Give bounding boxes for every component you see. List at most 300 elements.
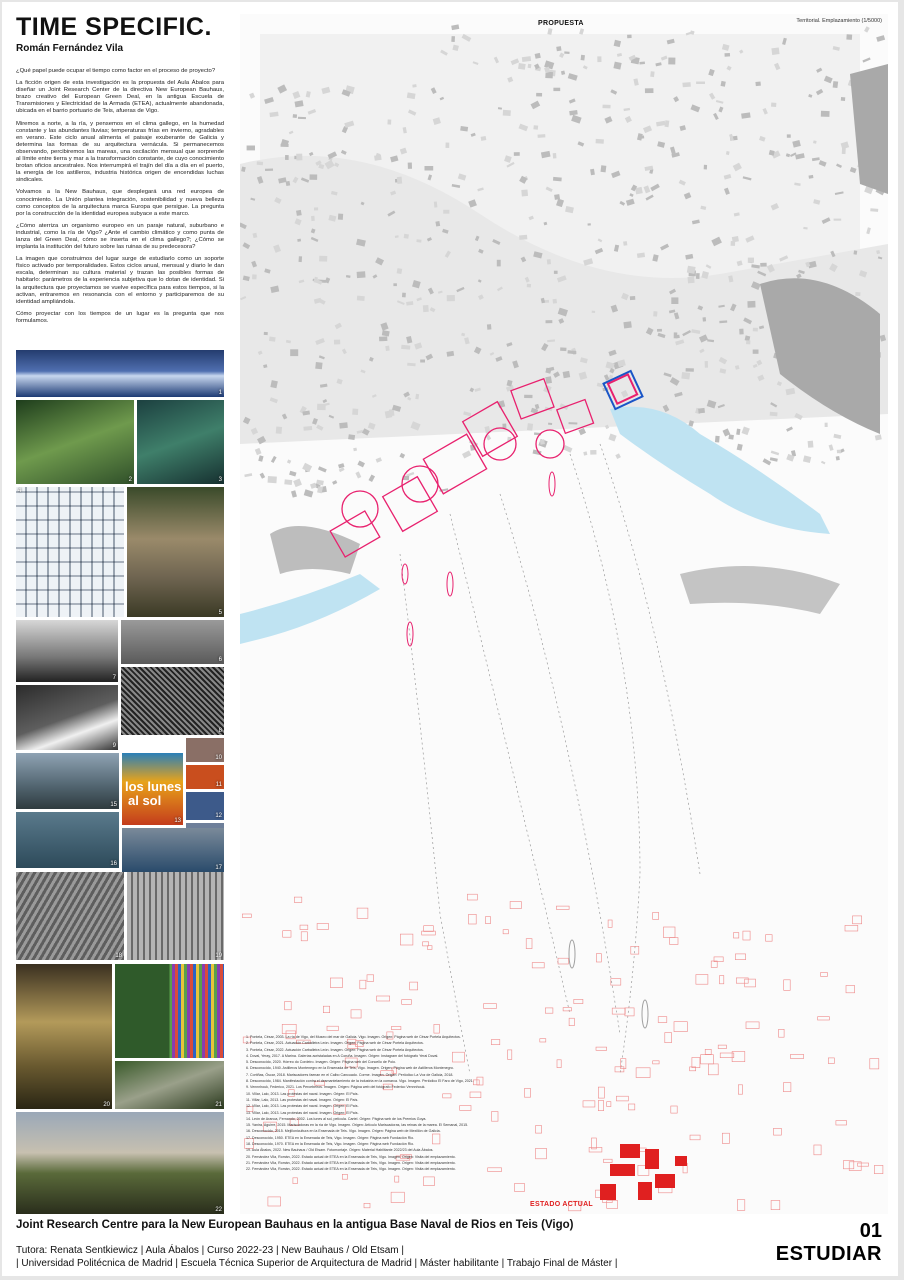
building-block <box>834 219 842 221</box>
building-block <box>264 332 268 335</box>
building-block <box>833 434 841 439</box>
building-block <box>671 297 678 304</box>
building-block <box>339 422 348 428</box>
building-block <box>536 93 542 97</box>
current-outline-block <box>653 913 659 920</box>
building-block <box>528 64 532 69</box>
sheet-number: 01 <box>859 1220 882 1242</box>
current-outline-block <box>300 925 308 929</box>
project-title: Joint Research Centre para la New European Bauhaus en la antigua Base Naval de Rios en Teis (Vigo) <box>16 1219 574 1231</box>
current-outline-block <box>705 1049 711 1054</box>
building-block <box>548 423 552 425</box>
building-block <box>870 208 878 212</box>
building-block <box>258 455 263 461</box>
building-block <box>623 321 631 328</box>
building-block <box>770 412 778 417</box>
building-block <box>698 408 705 413</box>
building-block <box>521 189 528 196</box>
current-outline-block <box>558 958 568 964</box>
building-block <box>317 404 326 410</box>
sheet-name: ESTUDIAR <box>775 1243 882 1265</box>
building-block <box>696 273 700 279</box>
building-block <box>821 111 830 117</box>
current-outline-block <box>814 1145 821 1155</box>
building-block <box>376 457 382 463</box>
photo-12: 12 <box>186 792 224 820</box>
building-block <box>357 271 366 278</box>
building-block <box>563 371 571 378</box>
building-block <box>674 332 678 338</box>
current-outline-block <box>611 979 621 985</box>
current-outline-block <box>510 902 521 909</box>
current-outline-block <box>658 1188 672 1193</box>
photo-18: 18 <box>16 872 124 960</box>
building-block <box>725 53 731 57</box>
photo-16: 16 <box>16 812 119 868</box>
building-block <box>338 463 345 468</box>
current-outline-block <box>360 980 366 989</box>
estuary-water-west <box>240 574 380 644</box>
building-block <box>260 473 266 479</box>
boat-routes <box>400 444 700 1074</box>
building-block <box>311 216 315 221</box>
building-block <box>447 295 455 301</box>
current-outline-block <box>410 982 418 990</box>
building-block <box>623 241 627 246</box>
intro-text <box>16 68 224 325</box>
photo-7: 7 <box>16 620 118 682</box>
current-outline-block <box>874 1165 883 1173</box>
current-outline-block <box>658 1017 667 1023</box>
building-block <box>416 239 421 242</box>
current-outline-block <box>746 1022 759 1029</box>
building-block <box>668 58 675 65</box>
building-block <box>688 277 695 284</box>
photo-11: 11 <box>186 765 224 789</box>
photo-17: 17 <box>122 828 224 872</box>
building-block <box>355 471 361 478</box>
building-block <box>353 448 357 452</box>
building-block <box>547 28 552 35</box>
building-block <box>786 427 793 432</box>
building-block <box>581 55 585 61</box>
current-outline-block <box>351 1010 361 1018</box>
building-block <box>588 223 591 225</box>
current-outline-block <box>718 1045 726 1049</box>
building-block <box>597 56 601 62</box>
building-block <box>553 177 562 182</box>
building-block <box>374 155 382 161</box>
building-block <box>357 296 365 301</box>
current-outline-block <box>784 980 791 991</box>
building-block <box>841 97 845 101</box>
building-block <box>524 395 532 398</box>
building-block <box>291 490 297 497</box>
building-block <box>556 46 561 51</box>
building-block <box>434 201 438 207</box>
building-block <box>592 311 596 313</box>
proposal-label: PROPUESTA <box>538 20 584 27</box>
paragraph-2: La ficción origen de esta investigación es la propuesta del Aula Ábalos para diseñar un Joint Research Center de la directiva New European Bauhaus, brazo creativo del European Green Deal, en la antigua Escuela de Transmisiones y Electricidad de la Armada (ETEA), actualmente abandonada, ubicada en el barrio portuario de Teis, afueras de Vigo. <box>16 80 224 115</box>
building-block <box>696 82 705 85</box>
building-block <box>502 424 506 429</box>
building-block <box>420 360 425 363</box>
building-block <box>615 453 621 459</box>
building-block <box>387 119 391 124</box>
building-block <box>298 117 306 119</box>
building-block <box>397 177 402 184</box>
building-block <box>290 349 298 356</box>
building-block <box>287 459 291 463</box>
building-block <box>547 259 551 264</box>
reference-item: 1. Pontela, César, 2003. La ría de Vigo, del Museo del mar de Galicia. Vigo. Imagen. Origen: Página web de César Portela Arquitectos. <box>246 1035 461 1039</box>
current-outline-block <box>845 925 858 931</box>
building-block <box>338 214 343 220</box>
reference-item: 12. Villar, Lalo, 2013. Las protestas del naval. Imagen. Origen: El País. <box>246 1104 359 1109</box>
reference-item: 2. Pontela, César, 2021. Actuación Carballeira León. Imagen. Origen: Página web de César Portela Arquitectos. <box>246 1041 424 1046</box>
building-block <box>397 268 403 274</box>
building-block <box>715 436 720 443</box>
building-block <box>423 305 429 312</box>
building-block <box>310 483 317 489</box>
building-block <box>836 456 840 460</box>
building-block <box>271 456 277 463</box>
building-block <box>553 153 557 159</box>
author-name: Román Fernández Vila <box>16 43 124 54</box>
building-block <box>553 299 558 304</box>
building-block <box>875 434 882 440</box>
reference-item: 17. Desconocido, 1950. ETEA en la Ensenada de Teis, Vigo. Imagen. Origen: Página web Fundación Rio. <box>246 1135 415 1140</box>
building-block <box>771 451 779 456</box>
paragraph-7: Cómo proyectar con los tiempos de un lugar es la pregunta que nos formulamos. <box>16 310 224 324</box>
current-outline-block <box>484 1004 497 1009</box>
current-outline-block <box>485 917 490 924</box>
reference-item: 3. Pontela, César, 2022. Actuación Carballeira León. Imagen. Origen: Página web de César Portela Arquitectos. <box>246 1047 424 1052</box>
current-outline-block <box>690 1135 700 1140</box>
current-outline-block <box>469 914 477 924</box>
building-block <box>770 457 778 462</box>
building-block <box>443 210 449 214</box>
building-block <box>357 461 365 468</box>
paragraph-6: La imagen que construimos del lugar surge de estudiarlo como un soporte físico activado por temporalidades. Estos ciclos anual, mensual y diario le dan escala, determinan su cultura material y trazan las posibles formas de habitarlo: parámetros de la experiencia subjetiva que lo dotan de identidad. Si la arquitectura que proyectamos se vuelve específica para estos tiempos, si la activan, entraremos en resonancia con el entorno y participaremos de su identidad ampliándola. <box>16 256 224 305</box>
photo-2: 2 <box>16 400 134 484</box>
building-block <box>737 444 743 451</box>
current-outline-block <box>330 978 342 988</box>
building-block <box>527 284 531 288</box>
building-block <box>596 139 604 144</box>
building-block <box>837 450 841 454</box>
current-outline-block <box>720 976 724 984</box>
building-block <box>519 235 527 240</box>
current-outline-block <box>818 1017 830 1020</box>
building-block <box>705 361 708 368</box>
building-block <box>546 320 553 323</box>
current-outline-block <box>670 938 678 945</box>
current-outline-block <box>545 1008 553 1013</box>
building-block <box>760 263 767 267</box>
building-block <box>462 450 471 458</box>
building-block <box>739 329 743 335</box>
reference-item: 10. Villar, Lalo, 2013. Las protestas del naval. Imagen. Origen: El País. <box>246 1091 359 1096</box>
building-block <box>303 426 312 431</box>
building-block <box>318 466 327 472</box>
building-block <box>379 336 387 341</box>
building-block <box>630 296 636 300</box>
building-block <box>314 207 318 210</box>
boats <box>402 472 555 646</box>
building-block <box>302 463 312 472</box>
current-outline-block <box>836 1121 847 1125</box>
current-outline-block <box>569 1018 574 1025</box>
photo-8: 8 <box>121 667 224 735</box>
building-block <box>334 340 340 345</box>
current-outline-block <box>526 939 532 949</box>
building-block <box>602 105 610 109</box>
current-outline-block <box>696 975 708 985</box>
building-block <box>310 174 318 179</box>
current-outline-block <box>738 1085 742 1094</box>
reference-item: 22. Fernández Vila, Román, 2022. Estado actual de ETEA en la Ensenada de Teis, Vigo. Imagen. Origen: Visita del emplazamiento. <box>246 1167 456 1172</box>
poster-line-1: los lunes <box>125 779 182 794</box>
current-outline-block <box>532 963 544 968</box>
building-block <box>746 340 750 344</box>
building-block <box>451 24 459 30</box>
current-outline-block <box>720 1053 734 1058</box>
current-outline-block <box>424 926 434 932</box>
current-outline-block <box>735 954 745 960</box>
building-block <box>638 136 644 139</box>
current-outline-block <box>737 1200 745 1211</box>
current-outline-block <box>364 1203 370 1208</box>
photo-10: 10 <box>186 738 224 762</box>
building-block <box>862 57 870 62</box>
current-outline-block <box>323 1006 329 1013</box>
current-outline-block <box>423 942 429 946</box>
building-block <box>269 337 276 342</box>
building-block <box>252 274 257 279</box>
building-block <box>755 81 761 86</box>
building-block <box>451 36 455 42</box>
current-outline-block <box>779 1029 785 1037</box>
photo-9: 9 <box>16 685 118 750</box>
building-block <box>846 34 852 40</box>
reference-item: 19. Aula Ábalos, 2022. New Bauhaus / Old Etsam. Fotomontaje. Origen: Material Habilitante 2022/23 del Aula Ábalos. <box>246 1148 434 1153</box>
building-block <box>533 125 538 130</box>
current-outline-block <box>285 1002 292 1010</box>
current-outline-block <box>242 914 251 918</box>
building-block <box>753 328 758 332</box>
current-outline-block <box>467 894 477 900</box>
building-block <box>514 152 520 156</box>
building-block <box>601 165 607 172</box>
current-outline-block <box>625 1008 634 1016</box>
building-block <box>645 88 654 93</box>
building-block <box>348 434 355 440</box>
building-block <box>446 143 450 148</box>
building-block <box>825 423 828 427</box>
current-outline-block <box>771 1201 780 1210</box>
current-outline-block <box>427 946 432 950</box>
photo-19: 19 <box>127 872 224 960</box>
reference-item: 6. Desconocido, 1940. Astilleros Montenegro en la Ensenada de Teis, Vigo. Imagen. Origen: Página web de Astilleros Montenegro. <box>246 1066 454 1071</box>
current-outline-block <box>283 931 291 938</box>
current-outline-block <box>357 908 368 918</box>
current-outline-block <box>774 1128 782 1135</box>
reference-item: 15. Yanira, Aguirre, 2015. Mariscadoras en la ría de Vigo. Imagen. Origen: Artículo Mariscadoras, las reinas de la marea. El Semanal, 2015. <box>246 1123 469 1128</box>
building-block <box>487 324 492 330</box>
current-outline-block <box>671 1106 677 1113</box>
reference-item: 21. Fernández Vila, Román, 2022. Estado actual de ETEA en la Ensenada de Teis, Vigo. Imagen. Origen: Visita del emplazamiento. <box>246 1160 456 1165</box>
reference-item: 7. Cortiñas, Óscar, 2018. Mariscadores faenan en el Calbo Cancuado. Corme. Imagen. Origen: Periódico La Voz de Galicia, 2018. <box>246 1072 454 1077</box>
building-block <box>399 453 405 459</box>
reference-item: 18. Desconocido, 1970. ETEA en la Ensenada de Teis, Vigo. Imagen. Origen: Página web Fundación Rio. <box>246 1142 415 1147</box>
site-map <box>240 14 888 1214</box>
building-block <box>304 489 314 497</box>
building-block <box>653 311 657 317</box>
building-block <box>704 165 707 170</box>
building-block <box>613 62 621 70</box>
current-outline-block <box>400 934 413 945</box>
reference-item: 13. Villar, Lalo, 2013. Las protestas del naval. Imagen. Origen: El País. <box>246 1110 359 1115</box>
building-block <box>296 154 302 161</box>
building-block <box>703 317 707 321</box>
building-block <box>255 448 262 455</box>
building-block <box>545 376 552 383</box>
current-outline-block <box>556 906 569 909</box>
building-block <box>315 362 322 369</box>
image-references <box>246 1034 666 1173</box>
reference-item: 4. Doval, Yeray, 2017. A Marina. Galerías acristaladas en A Coruña. Imagen. Origen: Instagram del fotógrafo Yerai Doval. <box>246 1053 439 1058</box>
current-outline-block <box>708 1064 718 1075</box>
building-block <box>748 258 754 263</box>
current-outline-block <box>342 1174 347 1179</box>
building-block <box>553 88 560 91</box>
building-block <box>425 166 434 171</box>
building-block <box>583 451 587 455</box>
current-outline-block <box>612 1008 625 1014</box>
building-block <box>855 292 860 296</box>
building-block <box>527 423 533 431</box>
building-block <box>352 409 358 415</box>
current-outline-block <box>783 1083 791 1092</box>
photo-colour-bars <box>115 964 224 1058</box>
building-block <box>732 236 739 242</box>
building-block <box>412 84 416 87</box>
left-column <box>16 14 224 330</box>
current-outline-block <box>596 954 601 962</box>
building-block <box>293 479 302 488</box>
current-outline-block <box>701 1055 714 1064</box>
photo-6: 6 <box>121 620 224 664</box>
current-outline-block <box>391 1027 401 1030</box>
photo-1: 1 <box>16 350 224 397</box>
building-block <box>435 221 440 227</box>
estuary-water <box>610 407 830 534</box>
building-block <box>578 428 586 435</box>
building-block <box>771 103 776 107</box>
footer-credits-1: Tutora: Renata Sentkiewicz | Aula Ábalos | Curso 2022-23 | New Bauhaus / Old Etsam | <box>16 1245 404 1256</box>
building-block <box>285 155 289 160</box>
photo-4: 4 <box>16 487 124 617</box>
current-outline-block <box>734 933 739 938</box>
building-block <box>747 301 755 308</box>
building-block <box>281 144 289 147</box>
current-outline-block <box>391 1192 404 1202</box>
building-block <box>385 346 389 351</box>
building-block <box>650 71 654 77</box>
building-block <box>268 476 277 483</box>
building-block <box>368 475 375 483</box>
reference-item: 8. Desconocido, 1984. Manifestación contra el desmantelamiento de la industria en la comarca. Vigo. Imagen. Periódico El Faro de Vigo, 2021. <box>246 1079 474 1084</box>
current-outline-block <box>692 1058 700 1068</box>
poster-title: TIME SPECIFIC. <box>16 13 212 41</box>
poster-line-2: al sol <box>128 793 162 808</box>
current-outline-block <box>736 978 748 983</box>
building-block <box>682 82 690 87</box>
current-state-label: ESTADO ACTUAL <box>530 1201 594 1208</box>
current-outline-block <box>424 1177 435 1186</box>
building-block <box>257 161 263 165</box>
building-block <box>686 368 694 372</box>
building-block <box>627 35 632 39</box>
building-block <box>404 234 409 239</box>
current-outline-block <box>395 1176 399 1182</box>
building-block <box>803 455 811 463</box>
current-outline-block <box>301 932 307 941</box>
current-outline-block <box>563 1008 571 1011</box>
building-block <box>249 93 255 99</box>
reference-item: 11. Villar, Lalo, 2013. Las protestas del naval. Imagen. Origen: El País. <box>246 1097 359 1102</box>
current-outline-block <box>503 930 508 934</box>
building-block <box>829 444 834 450</box>
building-block <box>742 427 750 436</box>
current-outline-block <box>327 1026 338 1030</box>
building-block <box>687 266 696 274</box>
building-block <box>728 434 734 439</box>
paragraph-4: Volvamos a la New Bauhaus, que desplegará una red europea de conocimiento. La Unión plantea integración, sostenibilidad y nueva belleza como conceptos de la arquitectura marca Europa que persigue. La pregunta por la construcción de la identidad europea subyace a este marco. <box>16 189 224 217</box>
photo-15: 15 <box>16 753 119 809</box>
building-block <box>808 441 814 448</box>
photo-collage <box>16 350 224 1214</box>
building-block <box>408 162 412 168</box>
photo-20: 20 <box>16 964 112 1109</box>
building-block <box>385 410 393 418</box>
current-outline-block <box>377 996 390 1001</box>
current-outline-block <box>515 1183 525 1191</box>
building-block <box>402 293 406 298</box>
current-outline-block <box>853 916 862 924</box>
photo-22: 22 <box>16 1112 224 1214</box>
building-block <box>265 169 273 171</box>
current-outline-block <box>608 920 612 927</box>
current-outline-block <box>268 1197 281 1206</box>
building-block <box>244 473 252 477</box>
reference-item: 14. León de Aranoa, Fernando, 2002. Los lunes al sol, película. Cartel. Origen: Página web de los Premios Goya. <box>246 1116 427 1121</box>
reference-item: 9. Vennnhouk, Federico, 2021. Los Percebeiros. Imagen. Origen: Página web del fotógrafo Federico Vennnhouk. <box>246 1085 426 1090</box>
current-outline-block <box>766 935 773 942</box>
current-outline-block <box>402 1000 412 1005</box>
current-outline-block <box>367 975 374 982</box>
building-block <box>736 429 740 435</box>
current-outline-block <box>846 986 855 993</box>
poster-sheet <box>2 2 898 1276</box>
building-block <box>554 271 558 274</box>
building-block <box>579 28 584 34</box>
reference-item: 5. Desconocido, 2020. Hórreo do Cordeiro. Imagen. Origen: Página web del Concello de Poio. <box>246 1060 397 1065</box>
building-block <box>639 62 645 65</box>
current-outline-block <box>574 999 583 1003</box>
building-block <box>393 283 397 286</box>
